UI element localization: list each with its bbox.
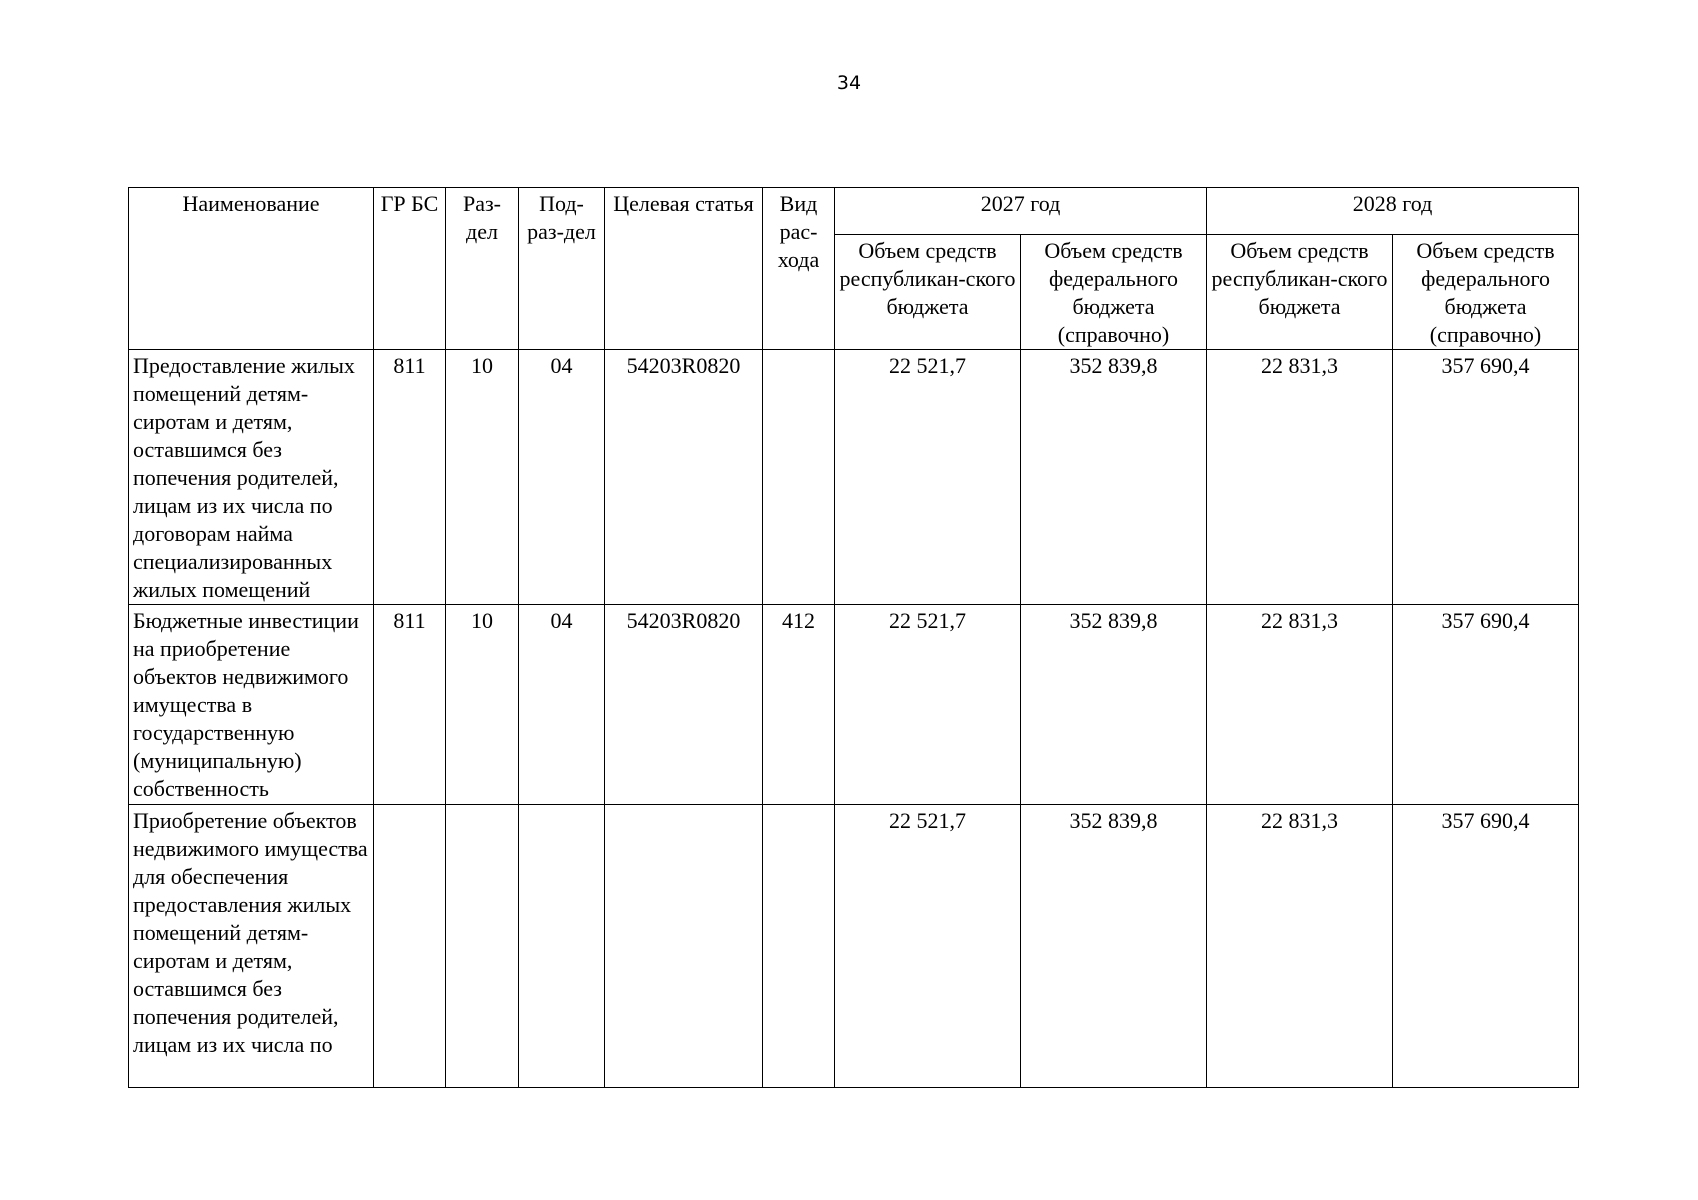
- header-podrazdel: Под-раз-дел: [519, 188, 605, 350]
- cell-name: Приобретение объектов недвижимого имущества для обеспечения предоставления жилых помещений детям-сиротам и детям, оставшимся без попечения родителей, лицам из их числа по: [129, 805, 374, 1088]
- cell-fed-2028: 357 690,4: [1393, 350, 1579, 605]
- cell-vid-rashoda: 412: [763, 605, 835, 805]
- table-row: [129, 350, 1579, 605]
- table-row: [129, 605, 1579, 805]
- cell-grbs: 811: [374, 605, 446, 805]
- cell-podrazdel: [519, 805, 605, 1088]
- cell-razdel: 10: [446, 605, 519, 805]
- cell-grbs: [374, 805, 446, 1088]
- header-razdel: Раз-дел: [446, 188, 519, 350]
- budget-table: [128, 187, 1579, 1088]
- cell-celevaya-statya: 54203R0820: [605, 350, 763, 605]
- header-rep-budget-2027: Объем средств республикан-ского бюджета: [835, 235, 1021, 350]
- cell-rep-2027: 22 521,7: [835, 605, 1021, 805]
- table-row: [129, 805, 1579, 1088]
- cell-name: Предоставление жилых помещений детям-сиротам и детям, оставшимся без попечения родителей, лицам из их числа по договорам найма специализированных жилых помещений: [129, 350, 374, 605]
- header-vid-rashoda: Вид рас-хода: [763, 188, 835, 350]
- cell-podrazdel: 04: [519, 605, 605, 805]
- cell-celevaya-statya: [605, 805, 763, 1088]
- cell-celevaya-statya: 54203R0820: [605, 605, 763, 805]
- cell-vid-rashoda: [763, 350, 835, 605]
- header-name: Наименование: [129, 188, 374, 350]
- cell-grbs: 811: [374, 350, 446, 605]
- cell-rep-2028: 22 831,3: [1207, 805, 1393, 1088]
- cell-fed-2027: 352 839,8: [1021, 605, 1207, 805]
- header-fed-budget-2027: Объем средств федерального бюджета (справочно): [1021, 235, 1207, 350]
- cell-razdel: 10: [446, 350, 519, 605]
- cell-rep-2028: 22 831,3: [1207, 350, 1393, 605]
- cell-razdel: [446, 805, 519, 1088]
- header-year-2028: 2028 год: [1207, 188, 1579, 235]
- page-number: 34: [836, 72, 862, 94]
- cell-rep-2028: 22 831,3: [1207, 605, 1393, 805]
- header-rep-budget-2028: Объем средств республикан-ского бюджета: [1207, 235, 1393, 350]
- cell-rep-2027: 22 521,7: [835, 805, 1021, 1088]
- header-grbs: ГР БС: [374, 188, 446, 350]
- cell-name: Бюджетные инвестиции на приобретение объектов недвижимого имущества в государственную (муниципальную) собственность: [129, 605, 374, 805]
- cell-fed-2027: 352 839,8: [1021, 350, 1207, 605]
- cell-vid-rashoda: [763, 805, 835, 1088]
- cell-fed-2028: 357 690,4: [1393, 805, 1579, 1088]
- header-fed-budget-2028: Объем средств федерального бюджета (справочно): [1393, 235, 1579, 350]
- header-celevaya-statya: Целевая статья: [605, 188, 763, 350]
- cell-podrazdel: 04: [519, 350, 605, 605]
- header-year-2027: 2027 год: [835, 188, 1207, 235]
- header-row-1: [129, 188, 1579, 235]
- cell-fed-2028: 357 690,4: [1393, 605, 1579, 805]
- cell-rep-2027: 22 521,7: [835, 350, 1021, 605]
- cell-fed-2027: 352 839,8: [1021, 805, 1207, 1088]
